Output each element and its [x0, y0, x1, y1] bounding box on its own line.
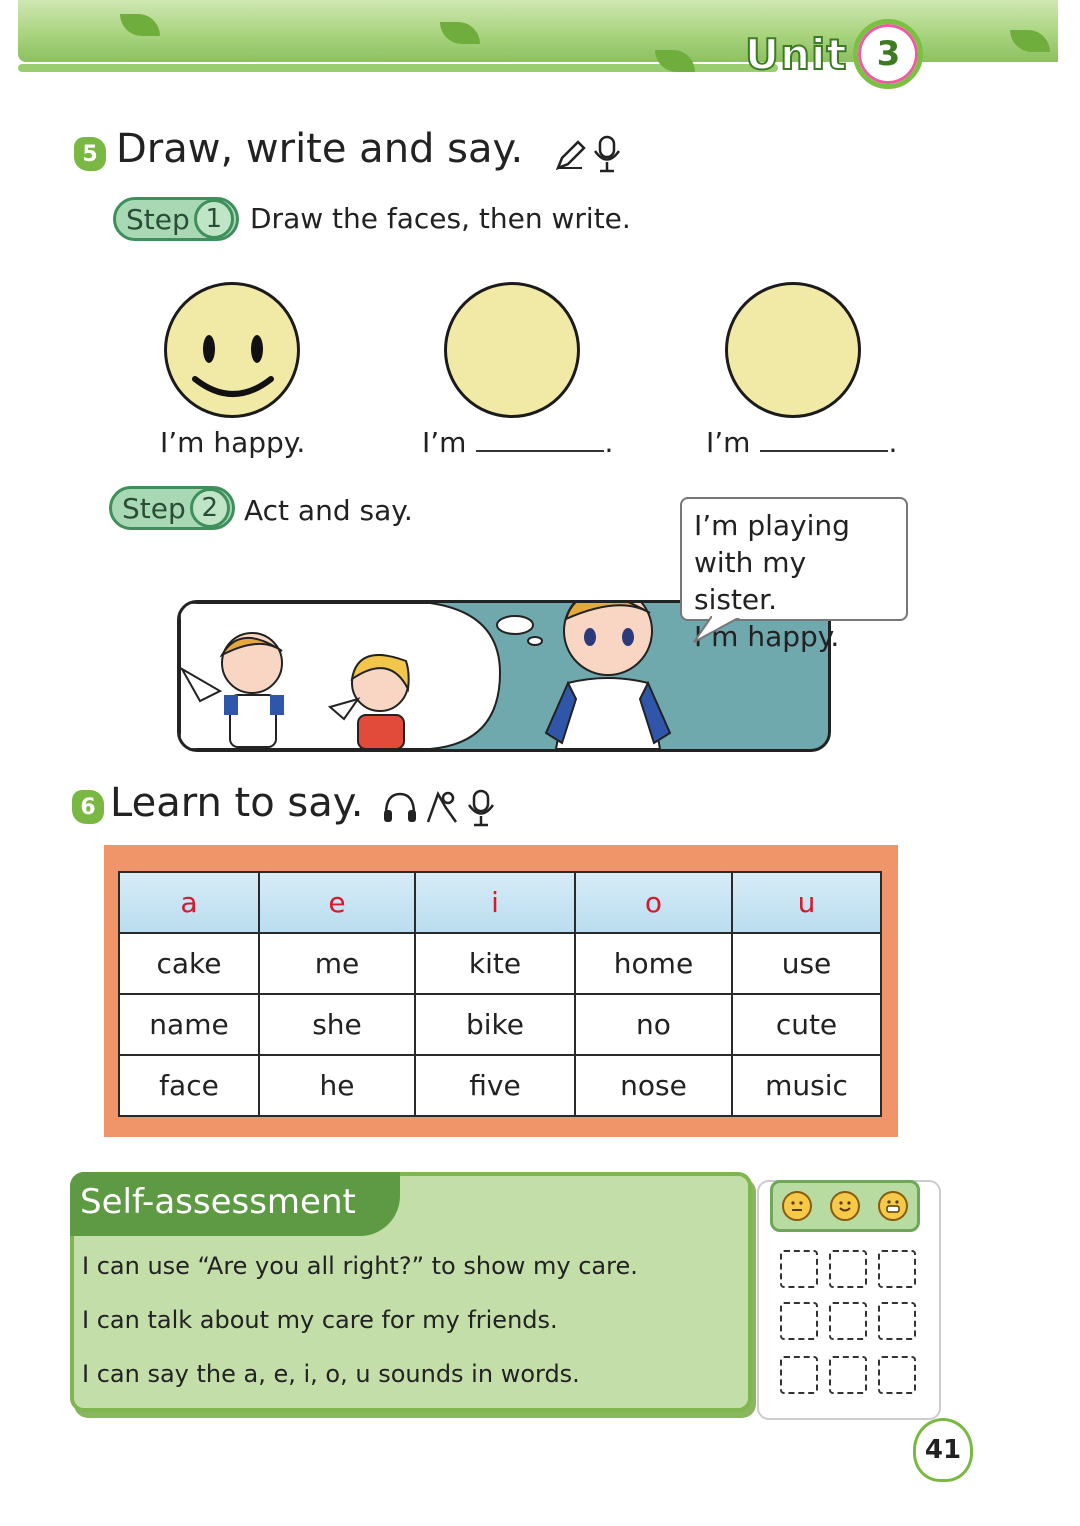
table-cell: no	[575, 994, 732, 1055]
unit-label: Unit	[745, 29, 848, 79]
caption-prefix: I’m	[706, 426, 751, 459]
neutral-face-icon	[782, 1191, 812, 1221]
speech-line: I’m happy.	[694, 620, 840, 653]
rating-checkbox[interactable]	[829, 1250, 867, 1288]
write-blank[interactable]	[476, 428, 604, 452]
table-cell: nose	[575, 1055, 732, 1116]
table-header-cell: u	[732, 872, 881, 933]
smile-face-icon	[830, 1191, 860, 1221]
section-title: Learn to say.	[110, 780, 364, 826]
rating-checkbox[interactable]	[829, 1302, 867, 1340]
self-assessment-title: Self-assessment	[80, 1182, 356, 1222]
table-header-cell: o	[575, 872, 732, 933]
caption-prefix: I’m	[422, 426, 467, 459]
table-cell: bike	[415, 994, 575, 1055]
speech-bubble-tail	[692, 616, 752, 644]
table-header-row	[119, 872, 881, 933]
table-cell: kite	[415, 933, 575, 994]
table-cell: she	[259, 994, 415, 1055]
microphone-icon	[464, 788, 498, 828]
table-cell: cute	[732, 994, 881, 1055]
unit-badge	[745, 22, 923, 86]
rating-checkbox[interactable]	[878, 1356, 916, 1394]
vowel-sounds-table	[118, 871, 882, 1117]
step-number: 2	[190, 488, 230, 528]
blank-face-drawing[interactable]	[444, 282, 580, 418]
grin-face-icon	[878, 1191, 908, 1221]
rating-checkbox[interactable]	[780, 1302, 818, 1340]
table-cell: name	[119, 994, 259, 1055]
table-header-cell: e	[259, 872, 415, 933]
table-cell: he	[259, 1055, 415, 1116]
step-1-pill	[113, 197, 239, 241]
write-blank[interactable]	[760, 428, 888, 452]
rating-checkbox[interactable]	[878, 1250, 916, 1288]
face-caption	[706, 426, 897, 459]
table-cell: me	[259, 933, 415, 994]
table-row	[119, 994, 881, 1055]
table-cell: music	[732, 1055, 881, 1116]
table-row	[119, 1055, 881, 1116]
self-assessment-item: I can use “Are you all right?” to show my care.	[82, 1252, 638, 1280]
step-label: Step	[126, 202, 190, 236]
speech-line: with my sister.	[694, 546, 807, 616]
step-1-instruction: Draw the faces, then write.	[250, 202, 631, 235]
section-title: Draw, write and say.	[116, 126, 524, 172]
caption-suffix: .	[888, 426, 898, 459]
step-2-instruction: Act and say.	[244, 494, 413, 527]
page-number: 41	[913, 1418, 973, 1482]
table-cell: cake	[119, 933, 259, 994]
self-assessment-item: I can say the a, e, i, o, u sounds in words.	[82, 1360, 580, 1388]
table-header-cell: i	[415, 872, 575, 933]
rating-checkbox[interactable]	[780, 1356, 818, 1394]
caption-suffix: .	[604, 426, 614, 459]
unit-number: 3	[853, 19, 923, 89]
rating-checkbox[interactable]	[878, 1302, 916, 1340]
rating-checkbox[interactable]	[829, 1356, 867, 1394]
happy-face-drawing	[164, 282, 300, 418]
step-number: 1	[194, 199, 234, 239]
step-2-pill	[109, 486, 235, 530]
section-number: 5	[74, 137, 106, 171]
face-caption	[422, 426, 613, 459]
section-number: 6	[72, 790, 104, 824]
table-cell: use	[732, 933, 881, 994]
read-icon	[424, 788, 460, 826]
smile-icon	[167, 285, 297, 415]
microphone-icon	[590, 134, 624, 174]
blank-face-drawing[interactable]	[725, 282, 861, 418]
rating-checkbox[interactable]	[780, 1250, 818, 1288]
rating-face-bar	[770, 1180, 920, 1232]
speech-bubble	[680, 497, 908, 653]
face-caption: I’m happy.	[160, 426, 306, 459]
pencil-icon	[552, 138, 588, 174]
table-row	[119, 933, 881, 994]
headphones-icon	[382, 790, 418, 824]
table-cell: face	[119, 1055, 259, 1116]
speech-line: I’m playing	[694, 509, 850, 542]
table-header-cell: a	[119, 872, 259, 933]
step-label: Step	[122, 491, 186, 525]
self-assessment-item: I can talk about my care for my friends.	[82, 1306, 558, 1334]
table-cell: home	[575, 933, 732, 994]
table-cell: five	[415, 1055, 575, 1116]
